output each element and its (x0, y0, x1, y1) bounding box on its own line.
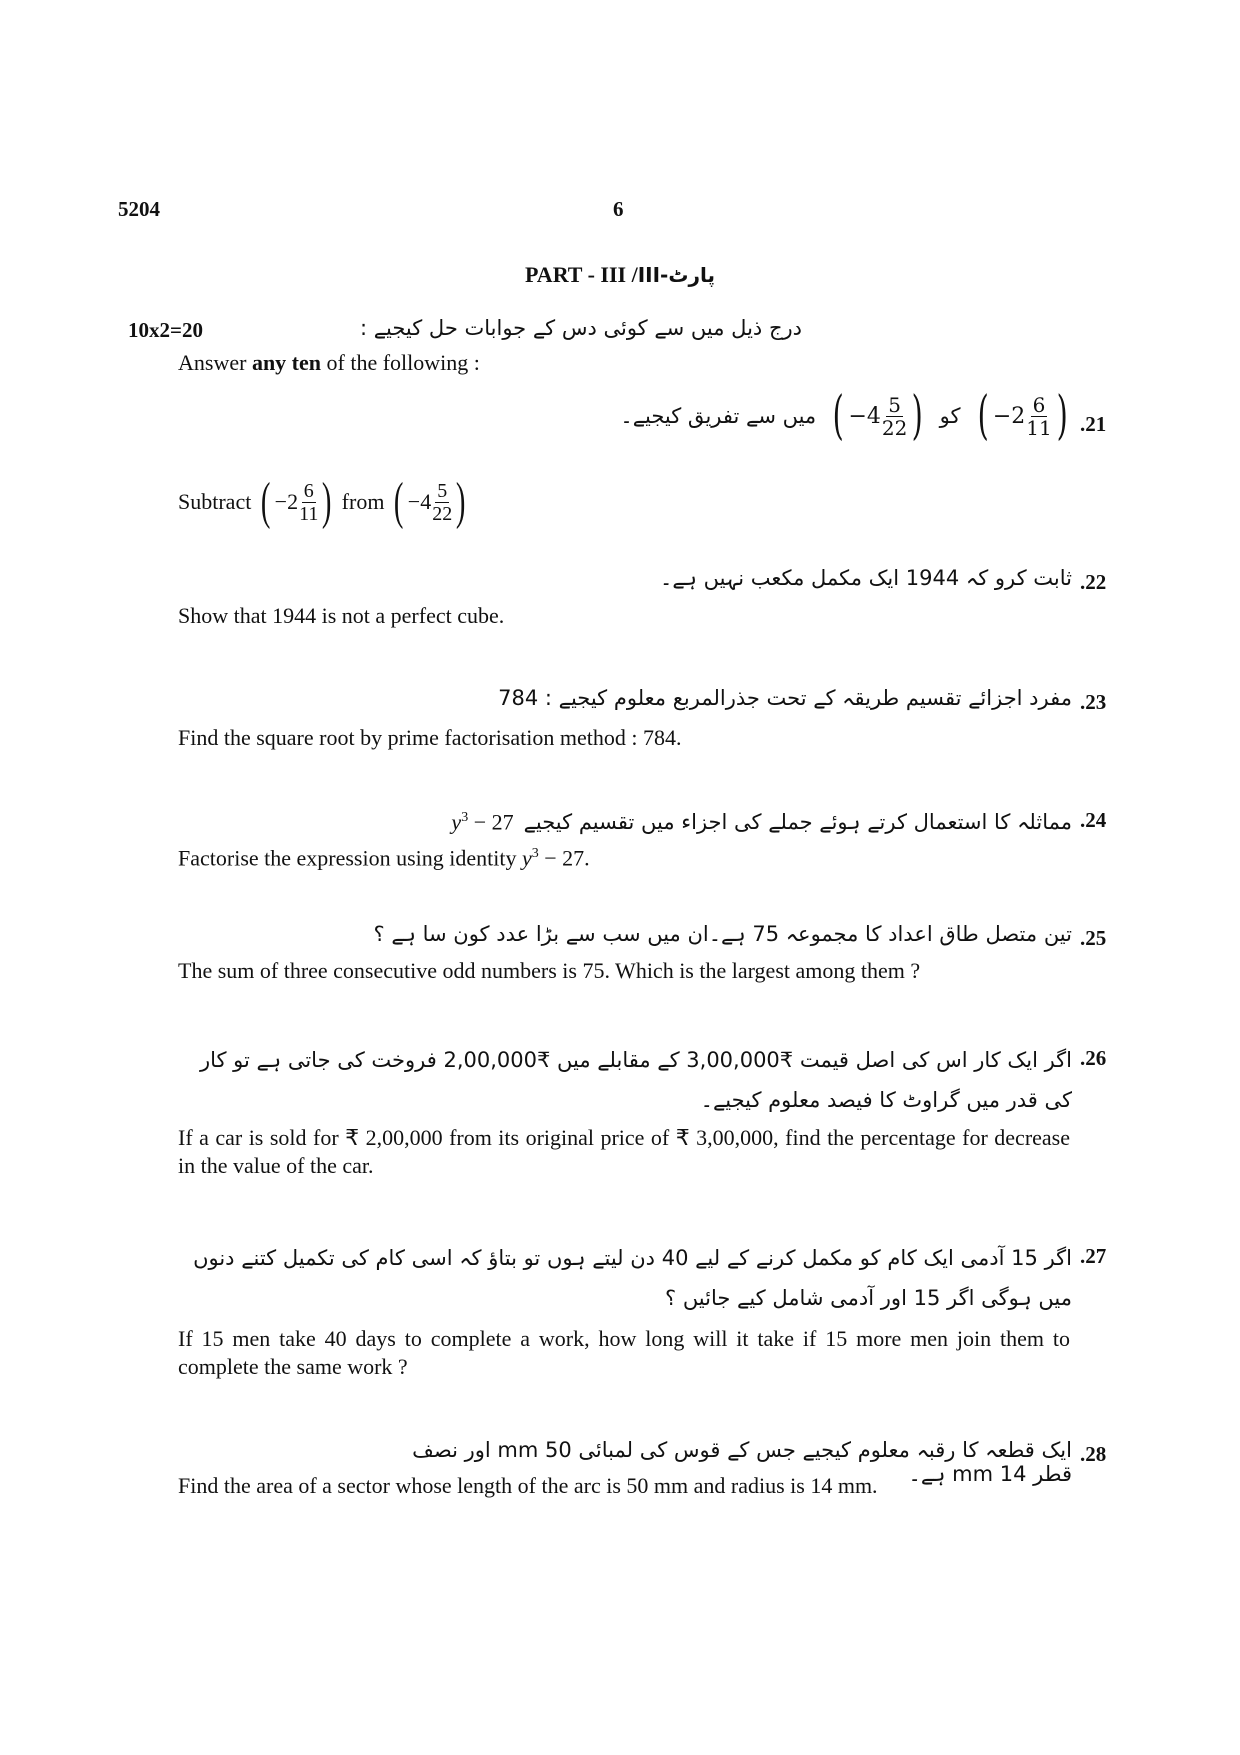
q24-urdu (451, 804, 1072, 836)
part-heading-ur: III-پارٹ (637, 263, 715, 287)
q23-number: .23 (1080, 690, 1107, 714)
part-heading (0, 262, 1240, 288)
q25-en: The sum of three consecutive odd numbers is 75. Which is the largest among them ? (178, 958, 921, 983)
instruction-en-prefix: Answer (178, 350, 252, 375)
q21-en-subtract: Subtract (178, 489, 252, 514)
q21-en (178, 473, 470, 530)
q26-urdu: اگر ایک کار اس کی اصل قیمت ₹3,00,000 کے مقابلے میں ₹2,00,000 فروخت کی جاتی ہے تو کار کی قدر میں گراوٹ کا فیصد معلوم کیجیے۔ (199, 1048, 1072, 1112)
q27-en: If 15 men take 40 days to complete a work, how long will it take if 15 more men join them to complete the same work ? (178, 1326, 1070, 1379)
q28-number: .28 (1080, 1442, 1107, 1466)
q21-urdu-frac2: ( − 4 $\frac{5}{22}$ ) (832, 386, 924, 446)
q23-en: Find the square root by prime factorisation method : 784. (178, 725, 682, 750)
instruction-en-bold: any ten (251, 350, 321, 375)
q24-en-rest: − 27. (538, 845, 590, 871)
q21-en-frac1: ( − 2 $\frac{6}{11}$ ) (261, 473, 332, 530)
q21-urdu-text: میں سے تفریق کیجیے۔ (620, 404, 817, 428)
q21-urdu (620, 386, 1072, 446)
q26-number: .26 (1080, 1046, 1107, 1070)
q24-urdu-text: مماثلہ کا استعمال کرتے ہوئے جملے کی اجزاء میں تقسیم کیجیے (523, 810, 1072, 835)
part-heading-en: PART - III / (525, 262, 638, 287)
q25-urdu: تین متصل طاق اعداد کا مجموعہ 75 ہے۔ان میں سب سے بڑا عدد کون سا ہے ؟ (373, 922, 1072, 946)
q21-en-from: from (341, 489, 385, 514)
q21-en-frac2: ( − 4 $\frac{5}{22}$ ) (394, 473, 466, 530)
q27-number: .27 (1080, 1244, 1107, 1268)
q22-urdu: ثابت کرو کہ 1944 ایک مکمل مکعب نہیں ہے۔ (660, 566, 1072, 590)
paper-code: 5204 (118, 197, 160, 221)
q28-urdu: ایک قطعہ کا رقبہ معلوم کیجیے جس کے قوس کی لمبائی 50 mm اور نصف قطر 14 mm ہے۔ (412, 1438, 1072, 1486)
instruction-urdu: درج ذیل میں سے کوئی دس کے جوابات حل کیجیے : (359, 316, 802, 340)
q24-en (178, 840, 590, 872)
q24-en-exp: 3 (531, 846, 539, 861)
q21-number: .21 (1080, 412, 1107, 436)
q24-number: .24 (1080, 808, 1107, 832)
q24-en-text: Factorise the expression using identity (178, 845, 522, 871)
page-number: 6 (613, 197, 624, 221)
q21-urdu-frac1: ( − 2 $\frac{6}{11}$ ) (977, 386, 1068, 446)
instruction-en (178, 349, 480, 377)
q27-urdu: اگر 15 آدمی ایک کام کو مکمل کرنے کے لیے 40 دن لیتے ہوں تو بتاؤ کہ اسی کام کی تکمیل کتنے دنوں میں ہوگی اگر 15 اور آدمی شامل کیے جائیں ؟ (193, 1246, 1072, 1310)
instruction-en-suffix: of the following : (321, 350, 480, 375)
q26-en: If a car is sold for ₹ 2,00,000 from its original price of ₹ 3,00,000, find the percentage for decrease in the value of the car. (178, 1125, 1070, 1178)
q24-urdu-expr: $y^3 - 27$ (451, 809, 514, 835)
q23-urdu: مفرد اجزائے تقسیم طریقہ کے تحت جذرالمربع معلوم کیجیے : 784 (498, 686, 1072, 710)
q21-urdu-ko: کو (939, 404, 961, 428)
marks-label: 10x2=20 (128, 318, 203, 342)
q24-en-var: y (522, 845, 532, 871)
q22-en: Show that 1944 is not a perfect cube. (178, 603, 505, 628)
q25-number: .25 (1080, 926, 1107, 950)
q28-en: Find the area of a sector whose length of the arc is 50 mm and radius is 14 mm. (178, 1473, 878, 1498)
q22-number: .22 (1080, 570, 1107, 594)
